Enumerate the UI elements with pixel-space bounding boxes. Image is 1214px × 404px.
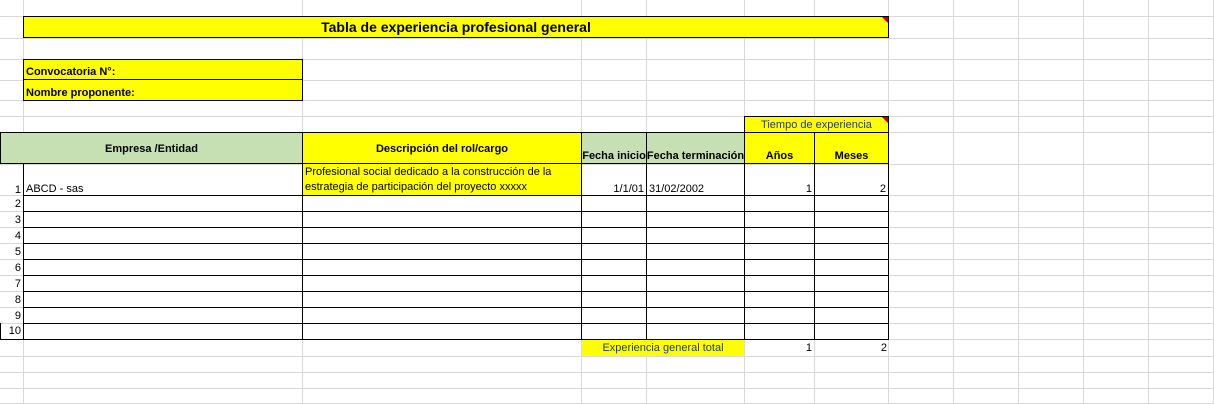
comment-indicator-icon[interactable] — [882, 117, 888, 123]
cell-descripcion[interactable] — [302, 323, 582, 340]
row-number[interactable]: 7 — [0, 275, 24, 292]
cell-fecha-terminacion[interactable] — [646, 211, 745, 228]
cell-fecha-inicio[interactable] — [581, 243, 647, 260]
cell-descripcion[interactable] — [302, 243, 582, 260]
cell-fecha-inicio[interactable] — [581, 275, 647, 292]
column-header-meses[interactable]: Meses — [814, 132, 889, 164]
cell-fecha-inicio[interactable] — [581, 227, 647, 244]
cell-meses[interactable] — [814, 243, 889, 260]
row-number[interactable]: 9 — [0, 307, 24, 324]
cell-empresa[interactable] — [23, 211, 303, 228]
cell-descripcion[interactable] — [302, 259, 582, 276]
nombre-proponente-label[interactable]: Nombre proponente: — [23, 79, 303, 101]
cell-fecha-terminacion[interactable] — [646, 291, 745, 308]
cell-empresa[interactable] — [23, 307, 303, 324]
cell-descripcion[interactable] — [302, 195, 582, 212]
row-number[interactable]: 8 — [0, 291, 24, 308]
gridline-vertical — [1148, 0, 1149, 404]
cell-descripcion[interactable]: Profesional social dedicado a la construcción de la estrategia de participación del proyecto xxxxx — [302, 163, 582, 196]
cell-meses[interactable]: 2 — [814, 163, 889, 196]
cell-fecha-inicio[interactable]: 1/1/01 — [581, 163, 647, 196]
cell-fecha-inicio[interactable] — [581, 195, 647, 212]
total-label[interactable]: Experiencia general total — [582, 340, 744, 356]
cell-fecha-terminacion[interactable] — [646, 323, 745, 340]
column-header-fecha-terminacion[interactable]: Fecha terminación — [646, 132, 745, 164]
cell-meses[interactable] — [814, 211, 889, 228]
cell-fecha-inicio[interactable] — [581, 259, 647, 276]
cell-meses[interactable] — [814, 323, 889, 340]
cell-meses[interactable] — [814, 307, 889, 324]
cell-meses[interactable] — [814, 275, 889, 292]
cell-empresa[interactable] — [23, 195, 303, 212]
gridline-horizontal — [0, 388, 1214, 389]
cell-meses[interactable] — [814, 195, 889, 212]
cell-descripcion[interactable] — [302, 291, 582, 308]
cell-empresa[interactable] — [23, 275, 303, 292]
cell-descripcion[interactable] — [302, 227, 582, 244]
cell-empresa[interactable] — [23, 259, 303, 276]
column-header-anios[interactable]: Años — [744, 132, 815, 164]
cell-anios[interactable] — [744, 195, 815, 212]
total-anios[interactable]: 1 — [805, 342, 812, 354]
cell-fecha-inicio[interactable] — [581, 211, 647, 228]
cell-descripcion[interactable] — [302, 211, 582, 228]
tiempo-experiencia-header[interactable]: Tiempo de experiencia — [744, 116, 889, 133]
column-header-descripcion[interactable]: Descripción del rol/cargo — [302, 132, 582, 164]
cell-empresa[interactable] — [23, 227, 303, 244]
gridline-vertical — [953, 0, 954, 404]
cell-fecha-inicio[interactable] — [581, 323, 647, 340]
cell-fecha-terminacion[interactable]: 31/02/2002 — [646, 163, 745, 196]
row-number[interactable]: 5 — [0, 243, 24, 260]
gridline-horizontal — [0, 116, 1214, 117]
cell-anios[interactable] — [744, 307, 815, 324]
cell-anios[interactable] — [744, 243, 815, 260]
convocatoria-label[interactable]: Convocatoria N°: — [23, 59, 303, 80]
cell-anios[interactable] — [744, 291, 815, 308]
gridline-vertical — [1083, 0, 1084, 404]
cell-meses[interactable] — [814, 291, 889, 308]
row-number[interactable]: 1 — [0, 163, 24, 196]
row-number[interactable]: 2 — [0, 195, 24, 212]
cell-anios[interactable] — [744, 227, 815, 244]
cell-anios[interactable] — [744, 211, 815, 228]
cell-anios[interactable] — [744, 275, 815, 292]
cell-fecha-terminacion[interactable] — [646, 307, 745, 324]
cell-fecha-terminacion[interactable] — [646, 243, 745, 260]
cell-anios[interactable] — [744, 323, 815, 340]
gridline-horizontal — [0, 38, 1214, 39]
row-number[interactable]: 3 — [0, 211, 24, 228]
cell-fecha-terminacion[interactable] — [646, 195, 745, 212]
cell-fecha-terminacion[interactable] — [646, 227, 745, 244]
cell-empresa[interactable]: ABCD - sas — [23, 163, 303, 196]
column-header-empresa[interactable]: Empresa /Entidad — [0, 132, 303, 164]
cell-anios[interactable] — [744, 259, 815, 276]
total-meses[interactable]: 2 — [880, 342, 887, 354]
cell-anios[interactable]: 1 — [744, 163, 815, 196]
cell-meses[interactable] — [814, 259, 889, 276]
column-header-fecha-inicio[interactable]: Fecha inicio — [581, 132, 647, 164]
gridline-vertical — [1018, 0, 1019, 404]
cell-fecha-inicio[interactable] — [581, 291, 647, 308]
gridline-horizontal — [0, 356, 1214, 357]
row-number[interactable]: 4 — [0, 227, 24, 244]
cell-empresa[interactable] — [23, 291, 303, 308]
cell-descripcion[interactable] — [302, 275, 582, 292]
cell-fecha-terminacion[interactable] — [646, 259, 745, 276]
cell-meses[interactable] — [814, 227, 889, 244]
comment-indicator-icon[interactable] — [882, 17, 888, 23]
sheet-title[interactable]: Tabla de experiencia profesional general — [23, 16, 889, 38]
row-number[interactable]: 6 — [0, 259, 24, 276]
cell-empresa[interactable] — [23, 243, 303, 260]
gridline-horizontal — [0, 372, 1214, 373]
cell-fecha-inicio[interactable] — [581, 307, 647, 324]
cell-fecha-terminacion[interactable] — [646, 275, 745, 292]
cell-empresa[interactable] — [23, 323, 303, 340]
cell-descripcion[interactable] — [302, 307, 582, 324]
row-number[interactable]: 10 — [0, 323, 24, 340]
